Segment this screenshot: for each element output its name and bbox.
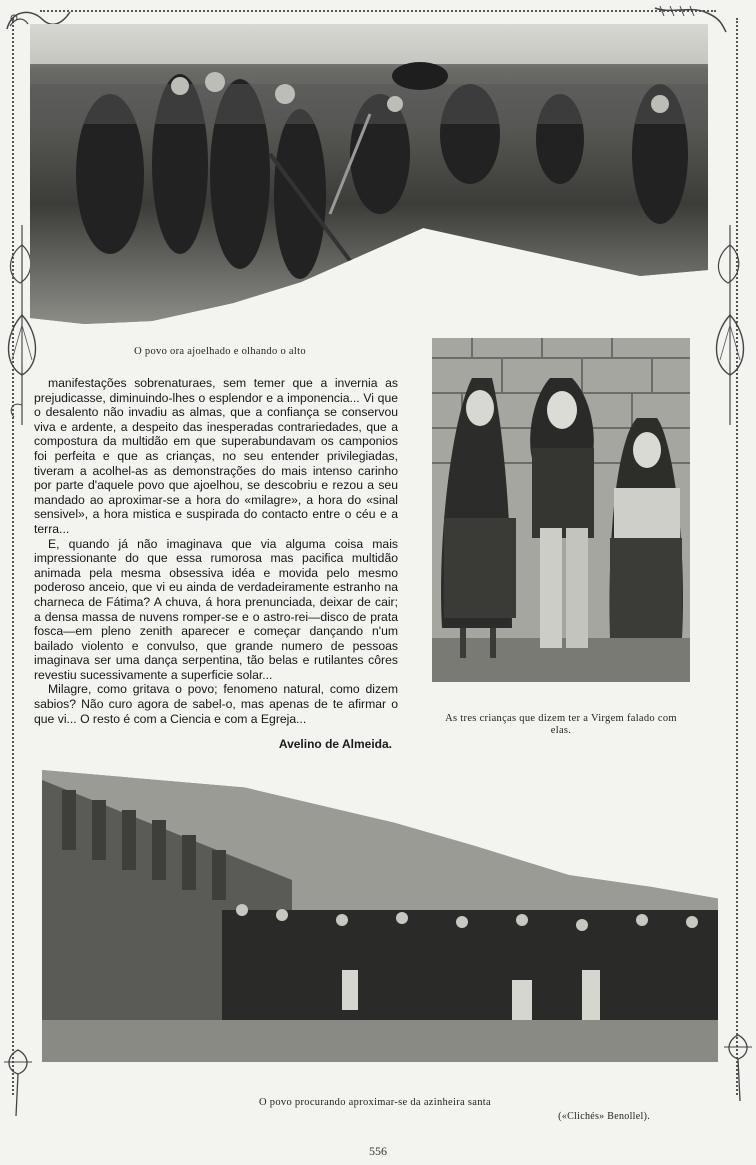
flower-ornament-icon (0, 1040, 40, 1120)
article-body (34, 376, 398, 726)
top-border (40, 10, 716, 12)
right-border (736, 18, 738, 1095)
left-border (12, 18, 14, 1095)
article-paragraph: manifestações sobrenaturaes, sem temer que a invernia as prejudicasse, diminuindo-lhes o esplendor e a imponencia... Vi que o desalento não invadiu as almas, que a confiança se conservou viva e ardente, a despeito das inesperadas contrariedades, que a compostura da multidão em que superabundavam os camponios foi perfeita e que as crianças, no seu entender privilegiadas, tiveram a acolhel-as as demonstrações do mais intenso carinho por parte d'aquele povo que ajoelhou, se descobriu e rezou a seu mandado ao aproximar-se a hora do «milagre», a hora do «sinal sensivel», a hora mistica e suspirada do contacto entre o céu e a terra... (34, 376, 398, 536)
children-photo-caption: As tres crianças que dizem ter a Virgem falado com elas. (445, 713, 677, 736)
article-paragraph: E, quando já não imaginava que via alguma coisa mais impressionante do que essa rumorosa mas pacifica multidão animada pela mesma obsessiva idéa e movida pelo mesmo poderoso anceio, que vi eu ainda de verdadeiramente estranho na charneca de Fátima? A chuva, á hora prenunciada, deixar de cair; a densa massa de nuvens romper-se e o astro-rei—disco de prata fosca—em pleno zenith aparecer e começar dançando n'um bailado violento e convulso, que grande numero de pessoas imaginava ser uma dança serpentina, tão belas e rutilantes côres revestiu sucessivamente a superficie solar... (34, 536, 398, 682)
kneeling-crowd-photo (30, 24, 708, 324)
page-number: 556 (369, 1144, 387, 1158)
photo-credit: («Clichés» Benollel). (558, 1111, 650, 1122)
bottom-photo-caption: O povo procurando aproximar-se da azinheira santa (259, 1097, 491, 1108)
article-paragraph: Milagre, como gritava o povo; fenomeno natural, como dizem sabios? Não curo agora de sabel-o, mas apenas de te afirmar o que vi... O resto é com a Ciencia e com a Egreja... (34, 682, 398, 726)
author-signature: Avelino de Almeida. (278, 737, 392, 751)
lily-ornament-icon (706, 225, 752, 425)
three-children-photo (432, 338, 690, 682)
top-photo-caption: O povo ora ajoelhado e olhando o alto (134, 346, 306, 357)
crowd-hillside-photo (42, 770, 718, 1062)
flower-ornament-icon (718, 1025, 756, 1105)
